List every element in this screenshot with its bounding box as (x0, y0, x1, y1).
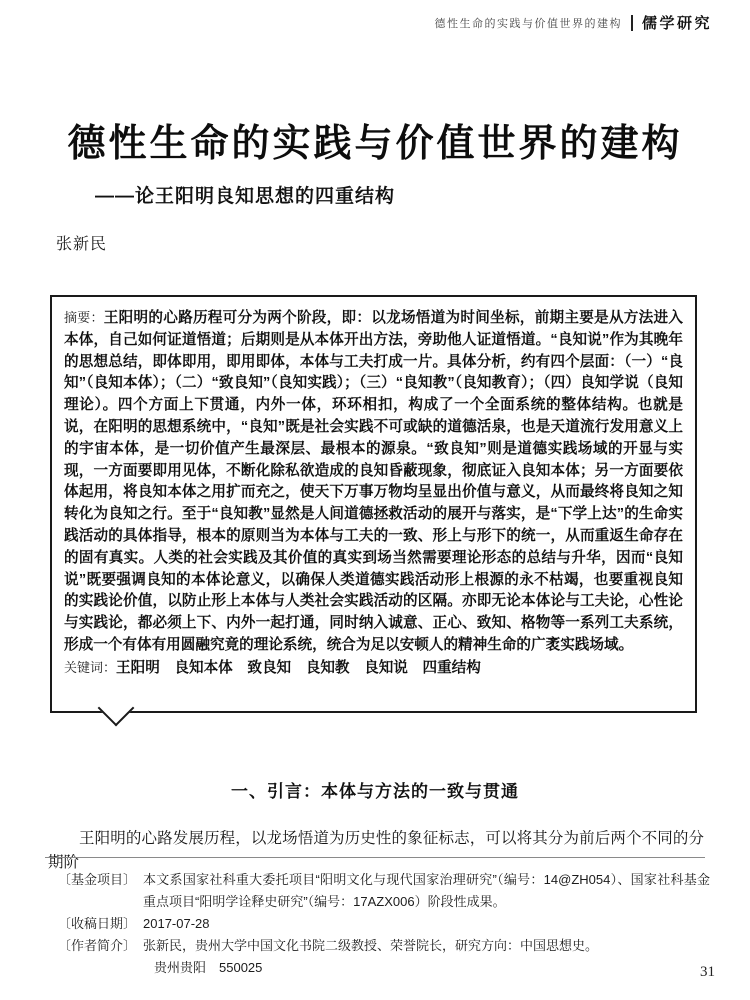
abstract-paragraph (64, 307, 683, 657)
footnote-fund-project (58, 869, 710, 913)
body-paragraph: 王阳明的心路发展历程，以龙场悟道为历史性的象征标志，可以将其分为前后两个不同的分期阶 (48, 830, 704, 871)
journal-section-name: 儒学研究 (641, 15, 712, 32)
footnote-label: 〔收稿日期〕 (58, 916, 137, 931)
footnote-text: 2017-07-28 (143, 916, 210, 931)
author-address: 贵州贵阳 550025 (154, 960, 263, 975)
keywords-list: 王阳明 良知本体 致良知 良知教 良知说 四重结构 (116, 659, 481, 676)
abstract-label: 摘要： (64, 310, 104, 325)
footnote-text: 张新民，贵州大学中国文化书院二级教授、荣誉院长，研究方向：中国思想史。 (143, 938, 599, 953)
running-head-title: 德性生命的实践与价值世界的建构 (434, 17, 622, 30)
footnote-author-bio (58, 935, 710, 957)
keywords-label: 关键词： (64, 659, 117, 675)
footnote-label: 〔基金项目〕 (58, 872, 137, 887)
footnote-label: 〔作者简介〕 (58, 938, 137, 953)
article-title: 德性生命的实践与价值世界的建构 (67, 123, 683, 165)
abstract-box (50, 295, 697, 713)
footnotes-block (58, 869, 710, 979)
header-divider-bar (631, 15, 633, 31)
page-number: 31 (700, 964, 715, 980)
section-heading: 一、引言：本体与方法的一致与贯通 (231, 782, 519, 801)
running-head (434, 12, 712, 33)
abstract-text: 王阳明的心路历程可分为两个阶段，即：以龙场悟道为时间坐标，前期主要是从方法进入本体，自己如何证道悟道；后期则是从本体开出方法，旁助他人证道悟道。“良知说”作为其晚年的思想总结，即体即用，即用即体，本体与工夫打成一片。具体分析，约有四个层面：（一）“良知”（良知本体）；（二）“致良知”（良知实践）；（三）“良知教”（良知教育）；（四）良知学说（良知理论）。四个方面上下贯通，内外一体，环环相扣，构成了一个全面系统的整体结构。也就是说，在阳明的思想系统中，“良知”既是社会实践不可或缺的道德活泉，也是天道流行发用意义上的宇宙本体，是一切价值产生最深层、最根本的源泉。“致良知”则是道德实践场域的开显与实现，一方面要即用见体，不断化除私欲造成的良知昏蔽现象，彻底证入良知本体；另一方面要依体起用，将良知本体之用扩而充之，使天下万事万物均呈显出价值与意义，从而最终将良知之知转化为良知之行。至于“良知教”显然是人间道德拯救活动的展开与落实，是“下学上达”的生命实践活动的具体指导，根本的原则当为本体与工夫的一致、形上与形下的统一，从而重返生命存在的固有真实。人类的社会实践及其价值的真实到场当然需要理论形态的总结与升华，因而“良知说”既要强调良知的本体论意义，以确保人类道德实践活动形上根源的永不枯竭，也要重视良知的实践论价值，以防止形上本体与人类社会实践活动的区隔。亦即无论本体论与工夫论，心性论与实践论，都必须上下、内外一起打通，同时纳入诚意、正心、致知、格物等一系列工夫系统，形成一个有体有用圆融究竟的理论系统，统合为足以安顿人的精神生命的广袤实践场域。 (64, 310, 683, 653)
footnote-divider (45, 857, 705, 858)
footnote-text: 本文系国家社科重大委托项目“阳明文化与现代国家治理研究”（编号：14@ZH054）、国家社科基金重点项目“阳明学诠释史研究”（编号：17AZX006）阶段性成果。 (143, 872, 710, 909)
article-subtitle: ——论王阳明良知思想的四重结构 (95, 186, 396, 207)
keywords-line (64, 657, 683, 680)
footnote-received-date (58, 913, 710, 935)
author-name: 张新民 (56, 236, 108, 253)
